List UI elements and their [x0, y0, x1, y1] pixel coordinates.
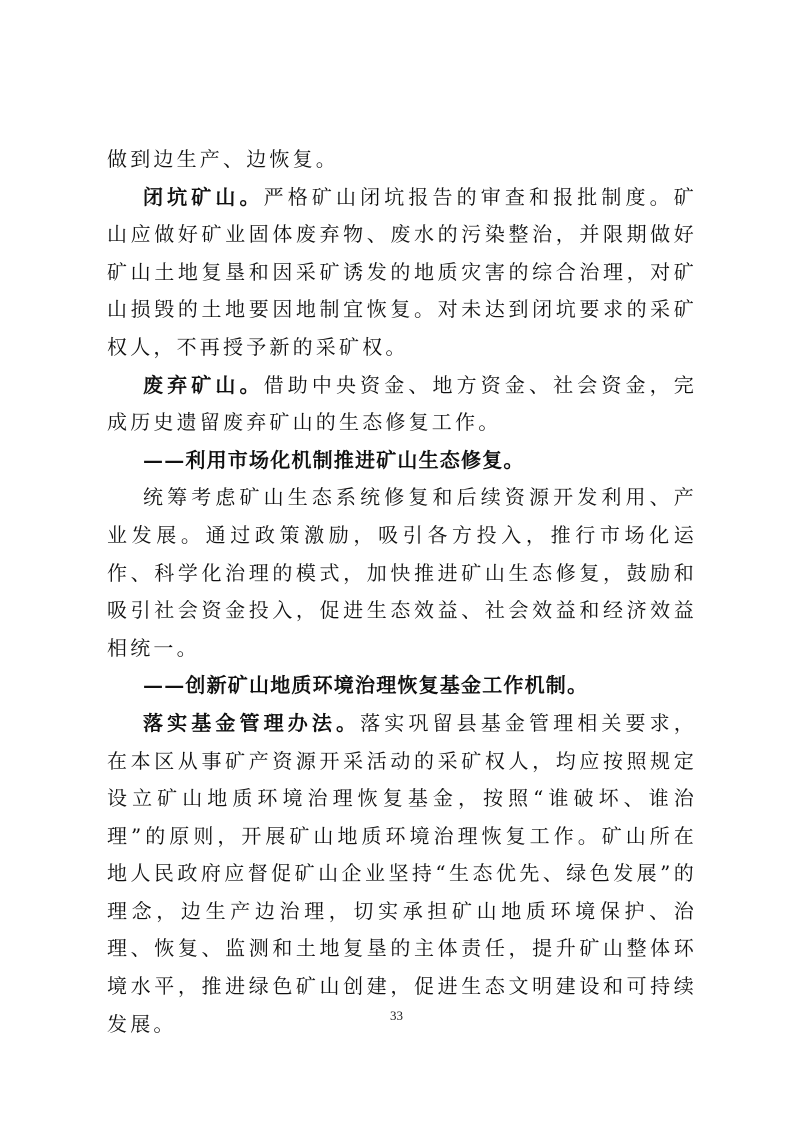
paragraph-text-fund-management: 落实巩留县基金管理相关要求，在本区从事矿产资源开采活动的采矿权人，均应按照规定设立矿山地质环境治理恢复基金，按照“谁破坏、谁治理”的原则，开展矿山地质环境治理恢复工作。矿山所在地人民政府应督促矿山企业坚持“生态优先、绿色发展”的理念，边生产边治理，切实承担矿山地质环境保护、治理、恢复、监测和土地复垦的主体责任，提升矿山整体环境水平，推进绿色矿山创建，促进生态文明建设和可持续发展。 [107, 710, 697, 1036]
paragraph-lead-abandoned-mines: 废弃矿山。 [143, 372, 264, 397]
paragraph-lead-closed-mines: 闭坑矿山。 [143, 184, 264, 209]
document-body [107, 141, 697, 1043]
paragraph-closed-mines [107, 179, 697, 367]
paragraph-text-closed-mines: 严格矿山闭坑报告的审查和报批制度。矿山应做好矿业固体废弃物、废水的污染整治，并限期做好矿山土地复垦和因采矿诱发的地质灾害的综合治理，对矿山损毁的土地要因地制宜恢复。对未达到闭坑要求的采矿权人，不再授予新的采矿权。 [107, 184, 697, 359]
paragraph-text-abandoned-mines: 借助中央资金、地方资金、社会资金，完成历史遗留废弃矿山的生态修复工作。 [107, 372, 697, 435]
paragraph-market-mechanism: 统筹考虑矿山生态系统修复和后续资源开发利用、产业发展。通过政策激励，吸引各方投入，推行市场化运作、科学化治理的模式，加快推进矿山生态修复，鼓励和吸引社会资金投入，促进生态效益、社会效益和经济效益相统一。 [107, 485, 697, 660]
paragraph-fund-management [107, 705, 697, 1043]
page-number: 33 [390, 1008, 403, 1023]
section-heading-restoration-fund: ——创新矿山地质环境治理恢复基金工作机制。 [143, 673, 589, 698]
paragraph-lead-fund-management: 落实基金管理办法。 [143, 710, 361, 735]
section-heading-market-mechanism: ——利用市场化机制推进矿山生态修复。 [143, 447, 525, 472]
paragraph-abandoned-mines [107, 367, 697, 442]
paragraph-continuation: 做到边生产、边恢复。 [107, 147, 339, 171]
